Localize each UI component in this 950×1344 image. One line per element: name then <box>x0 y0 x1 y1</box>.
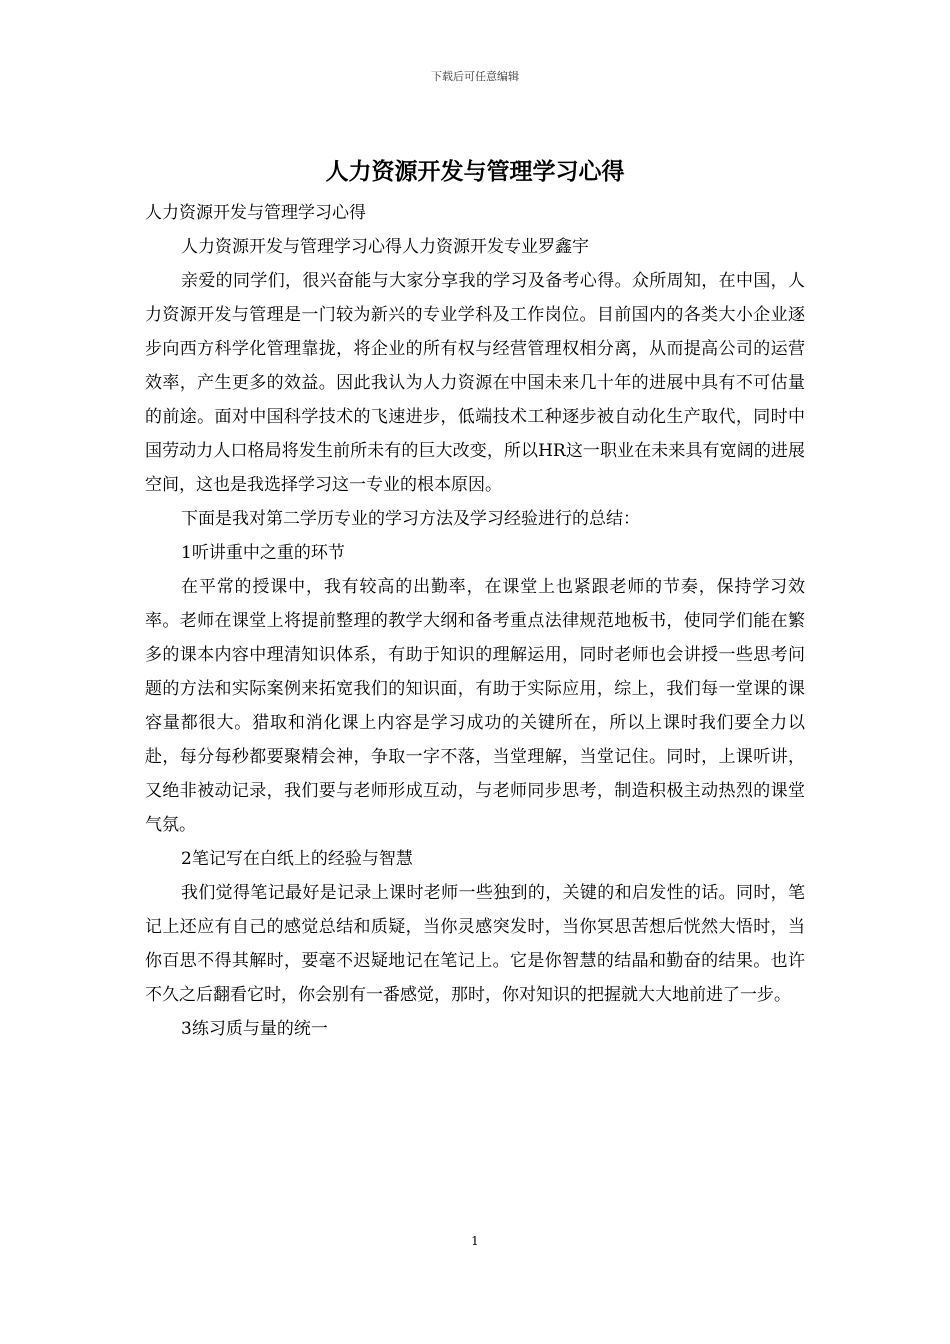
paragraph: 亲爱的同学们，很兴奋能与大家分享我的学习及备考心得。众所周知，在中国，人力资源开发与管理是一门较为新兴的专业学科及工作岗位。目前国内的各类大小企业逐步向西方科学化管理靠拢，将企业的所有权与经营管理权相分离，从而提高公司的运营效率，产生更多的效益。因此我认为人力资源在中国未来几十年的进展中具有不可估量的前途。面对中国科学技术的飞速进步，低端技术工种逐步被自动化生产取代，同时中国劳动力人口格局将发生前所未有的巨大改变，所以HR这一职业在未来具有宽阔的进展空间，这也是我选择学习这一专业的根本原因。 <box>145 271 805 495</box>
section-heading: 2笔记写在白纸上的经验与智慧 <box>181 849 413 869</box>
paragraph: 我们觉得笔记最好是记录上课时老师一些独到的，关键的和启发性的话。同时，笔记上还应有自己的感觉总结和质疑，当你灵感突发时，当你冥思苦想后恍然大悟时，当你百思不得其解时，要毫不迟疑地记在笔记上。它是你智慧的结晶和勤奋的结果。也许不久之后翻看它时，你会别有一番感觉，那时，你对知识的把握就大大地前进了一步。 <box>145 883 805 1005</box>
page-number: 1 <box>471 1234 479 1248</box>
section-heading: 1听讲重中之重的环节 <box>181 543 345 563</box>
document-body <box>145 196 805 1046</box>
section-heading: 3练习质与量的统一 <box>181 1019 328 1039</box>
paragraph: 在平常的授课中，我有较高的出勤率，在课堂上也紧跟老师的节奏，保持学习效率。老师在课堂上将提前整理的教学大纲和备考重点法律规范地板书，使同学们能在繁多的课本内容中理清知识体系，有助于知识的理解运用，同时老师也会讲授一些思考问题的方法和实际案例来拓宽我们的知识面，有助于实际应用，综上，我们每一堂课的课容量都很大。猎取和消化课上内容是学习成功的关键所在，所以上课时我们要全力以赴，每分每秒都要聚精会神，争取一字不落，当堂理解，当堂记住。同时，上课听讲，又绝非被动记录，我们要与老师形成互动，与老师同步思考，制造积极主动热烈的课堂气氛。 <box>145 577 805 835</box>
document-title: 人力资源开发与管理学习心得 <box>325 158 625 185</box>
paragraph: 人力资源开发与管理学习心得人力资源开发专业罗鑫宇 <box>181 237 589 257</box>
paragraph: 下面是我对第二学历专业的学习方法及学习经验进行的总结： <box>181 509 640 529</box>
paragraph: 人力资源开发与管理学习心得 <box>145 203 366 223</box>
header-note: 下载后可任意编辑 <box>431 70 519 83</box>
